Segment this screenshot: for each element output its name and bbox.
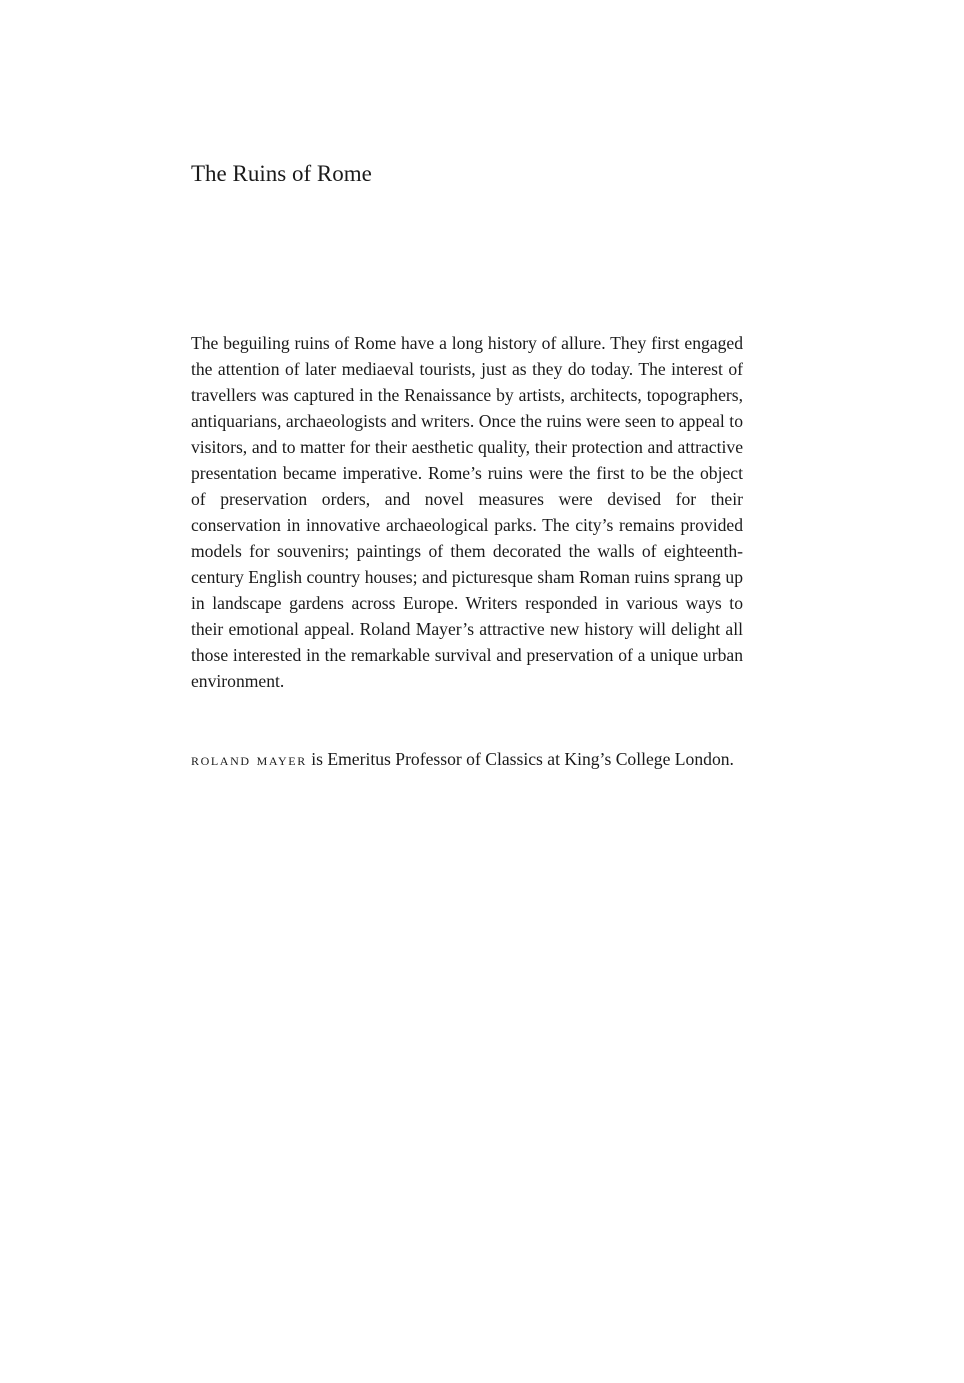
author-bio-text: is Emeritus Professor of Classics at King’s College London. (306, 749, 734, 769)
book-title: The Ruins of Rome (191, 161, 372, 186)
book-description: The beguiling ruins of Rome have a long history of allure. They first engaged the attention of later mediaeval tourists, just as they do today. The interest of travellers was captured in the Renaissance by artists, architects, topographers, antiquarians, archaeologists and writers. Once the ruins were seen to appeal to visitors, and to matter for their aesthetic quality, their protection and attractive presentation became imperative. Rome’s ruins were the first to be the object of preservation orders, and novel measures were devised for their conservation in innovative archaeological parks. The city’s remains provided models for souvenirs; paintings of them decorated the walls of eighteenth-century English country houses; and picturesque sham Roman ruins sprang up in landscape gardens across Europe. Writers responded in various ways to their emotional appeal. Roland Mayer’s attractive new history will delight all those interested in the remarkable survival and preservation of a unique urban environment. (191, 333, 743, 691)
author-name: roland mayer (191, 749, 307, 769)
author-bio (191, 746, 743, 772)
